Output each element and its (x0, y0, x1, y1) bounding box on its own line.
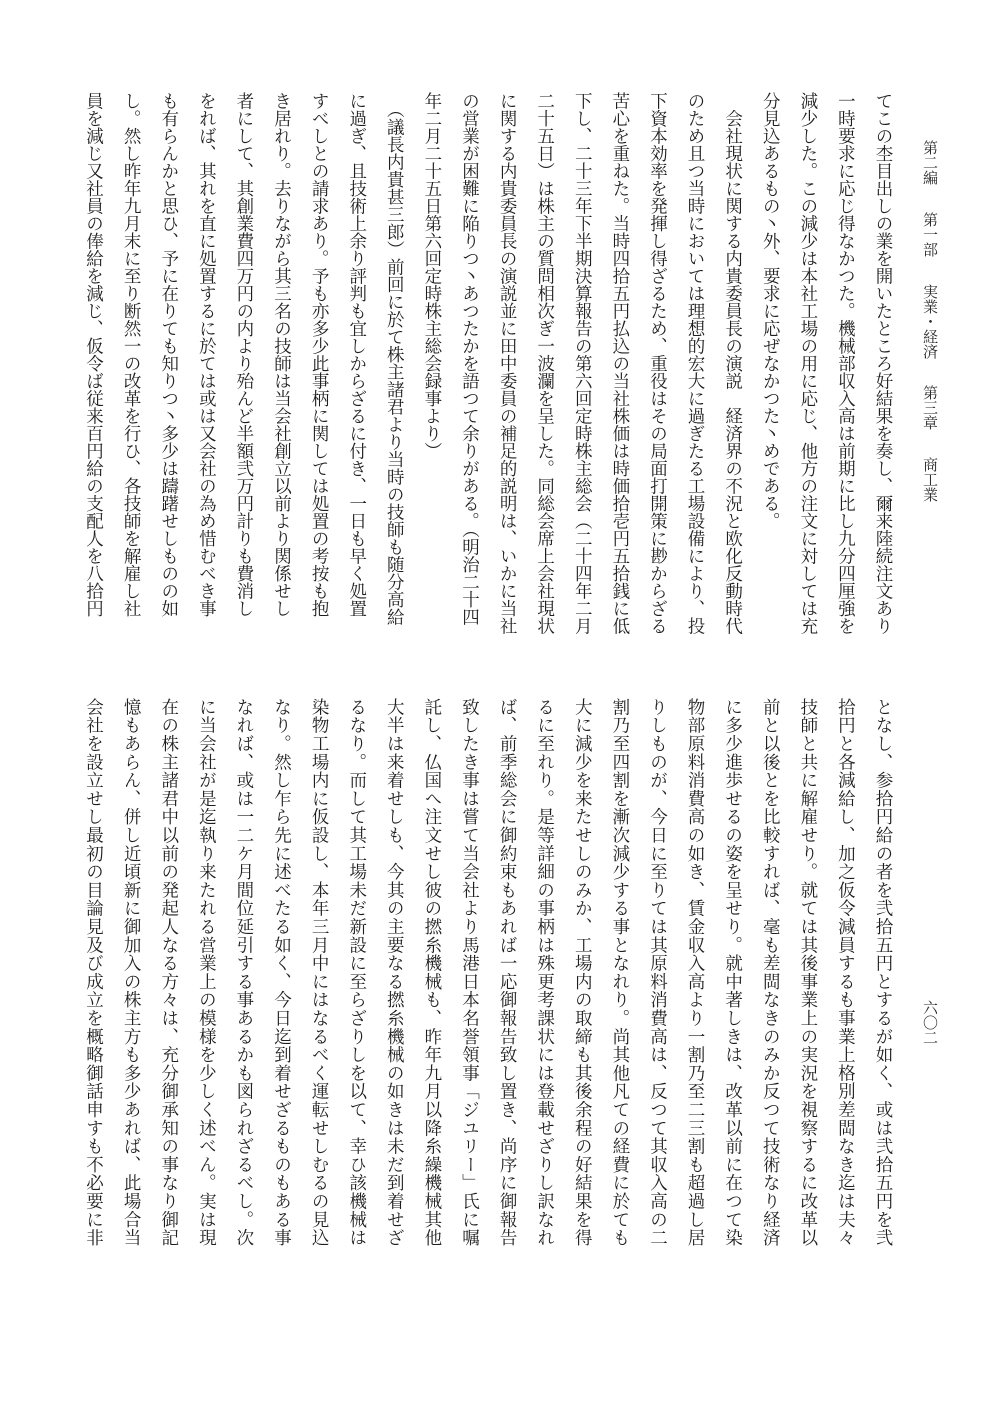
text-column: 憶もあらん、併し近頃新に御加入の株主方も多少あれば、此場合当 (121, 698, 142, 1247)
text-column: なり。然し乍ら先に述べたる如く、今日迄到着せざるものもある事 (271, 698, 292, 1247)
text-column: 大半は来着せしも、今其の主要なる撚糸機械の如きは未だ到着せざ (384, 698, 405, 1247)
text-column: 拾円と各減給し、加之仮令減員するも事業上格別差閊なき迄は夫々 (835, 698, 856, 1247)
text-column: も有らんかと思ひ、予に在りても知りつ丶多少は躊躇せしものの如 (158, 92, 179, 617)
text-column: （議長内貴甚三郎）前回に於て株主諸君より当時の技師も随分高給 (384, 92, 405, 626)
text-column: 会社現状に関する内貴委員長の演説 経済界の不況と欧化反動時代 (722, 92, 743, 635)
text-column: 前と以後とを比較すれば、毫も差閊なきのみか反つて技術なり経済 (760, 698, 781, 1247)
text-column: のため且つ当時においては理想的宏大に過ぎたる工場設備により、投 (685, 92, 706, 635)
text-column: 二十五日）は株主の質問相次ぎ一波瀾を呈した。同総会席上会社現状 (534, 92, 555, 635)
text-column: をれば、其れを直に処置するに於ては或は又会社の為め惜むべき事 (196, 92, 217, 617)
text-column: りしものが、今日に至りては其原料消費高は、反つて其収入高の二 (647, 698, 668, 1247)
header-part: 実業・経済 (921, 283, 939, 359)
text-column: 致したき事は嘗て当会社より馬港日本名誉領事「ジユリー」氏に嘱 (459, 698, 480, 1247)
header-part: 第一部 (921, 211, 939, 257)
text-column: 託し、仏国へ注文せし彼の撚糸機械も、昨年九月以降糸繰機械其他 (421, 698, 442, 1247)
header-part: 第二編 (921, 140, 939, 185)
text-column: 分見込あるもの丶外、要求に応ぜなかつた丶めである。 (760, 92, 781, 530)
text-column: の営業が困難に陥りつ丶あつたかを語つて余りがある。（明治二十四 (459, 92, 480, 626)
text-column: 者にして、其創業費四万円の内より殆んど半額弐万円計りも費消し (233, 92, 254, 617)
text-column: に当会社が是迄執り来たれる営業上の模様を少しく述べん。実は現 (196, 698, 217, 1247)
text-column: 年二月二十五日第六回定時株主総会録事より） (421, 92, 442, 460)
text-column: るに至れり。是等詳細の事柄は殊更考課状には登載せざりし訳なれ (534, 698, 555, 1247)
text-column: てこの杢目出しの業を開いたところ好結果を奏し、爾来陸続注文あり (873, 92, 893, 635)
text-column: となし、参拾円給の者を弐拾五円とするが如く、或は弐拾五円を弐 (873, 698, 893, 1247)
text-column: 減少した。この減少は本社工場の用に応じ、他方の注文に対しては充 (797, 92, 818, 635)
upper-text-block (73, 92, 901, 657)
text-column: 染物工場内に仮設し、本年三月中にはなるべく運転せしむるの見込 (309, 698, 330, 1247)
text-column: 物部原料消費高の如き、賃金収入高より一割乃至二三割も超過し居 (685, 698, 706, 1247)
text-column: に過ぎ、且技術上余り評判も宜しからざるに付き、一日も早く処置 (346, 92, 367, 617)
text-column: ば、前季総会に御約束もあれば一応御報告致し置き、尚序に御報告 (497, 698, 518, 1247)
text-column: 技師と共に解雇せり。就ては其後事業上の実況を視察するに改革以 (797, 698, 818, 1247)
text-column: 下資本効率を発揮し得ざるため、重役はその局面打開策に尠からざる (647, 92, 668, 635)
text-column: 苦心を重ねた。当時四拾五円払込の当社株価は時価拾壱円五拾銭に低 (609, 92, 630, 635)
text-column: 一時要求に応じ得なかつた。機械部収入高は前期に比し九分四厘強を (835, 92, 856, 635)
text-column: に多少進歩せるの姿を呈せり。就中著しきは、改革以前に在つて染 (722, 698, 743, 1247)
text-column: き居れり。去りながら其三名の技師は当会社創立以前より関係せし (271, 92, 292, 617)
text-column: し。然し昨年九月末に至り断然一の改革を行ひ、各技師を解雇し社 (121, 92, 142, 617)
text-column: 割乃至四割を漸次減少する事となれり。尚其他凡ての経費に於ても (609, 698, 630, 1247)
text-column: すべしとの請求あり。予も亦多少此事柄に関しては処置の考按も抱 (309, 92, 330, 617)
text-column: 会社を設立せし最初の目論見及び成立を概略御話申すも不必要に非 (83, 698, 104, 1247)
header-part: 商工業 (921, 457, 939, 503)
text-column: に関する内貴委員長の演説並に田中委員の補足的説明は、いかに当社 (497, 92, 518, 635)
text-column: 員を減じ又社員の俸給を減じ、仮令ば従来百円給の支配人を八拾円 (83, 92, 104, 617)
text-column: 下し、二十三年下半期決算報告の第六回定時株主総会（二十四年二月 (572, 92, 593, 635)
text-column: るなり。而して其工場未だ新設に至らざりしを以て、幸ひ該機械は (346, 698, 367, 1247)
header-part: 第三章 (921, 385, 939, 431)
text-column: なれば、或は一二ケ月間位延引する事あるかも図られざるべし。次 (233, 698, 254, 1247)
text-column: 大に減少を来たせしのみか、工場内の取締も其後余程の好結果を得 (572, 698, 593, 1247)
lower-text-block (73, 698, 901, 1288)
page-number: 六〇二 (921, 1000, 939, 1045)
running-header (918, 140, 942, 540)
text-column: 在の株主諸君中以前の発起人なる方々は、充分御承知の事なり御記 (158, 698, 179, 1247)
